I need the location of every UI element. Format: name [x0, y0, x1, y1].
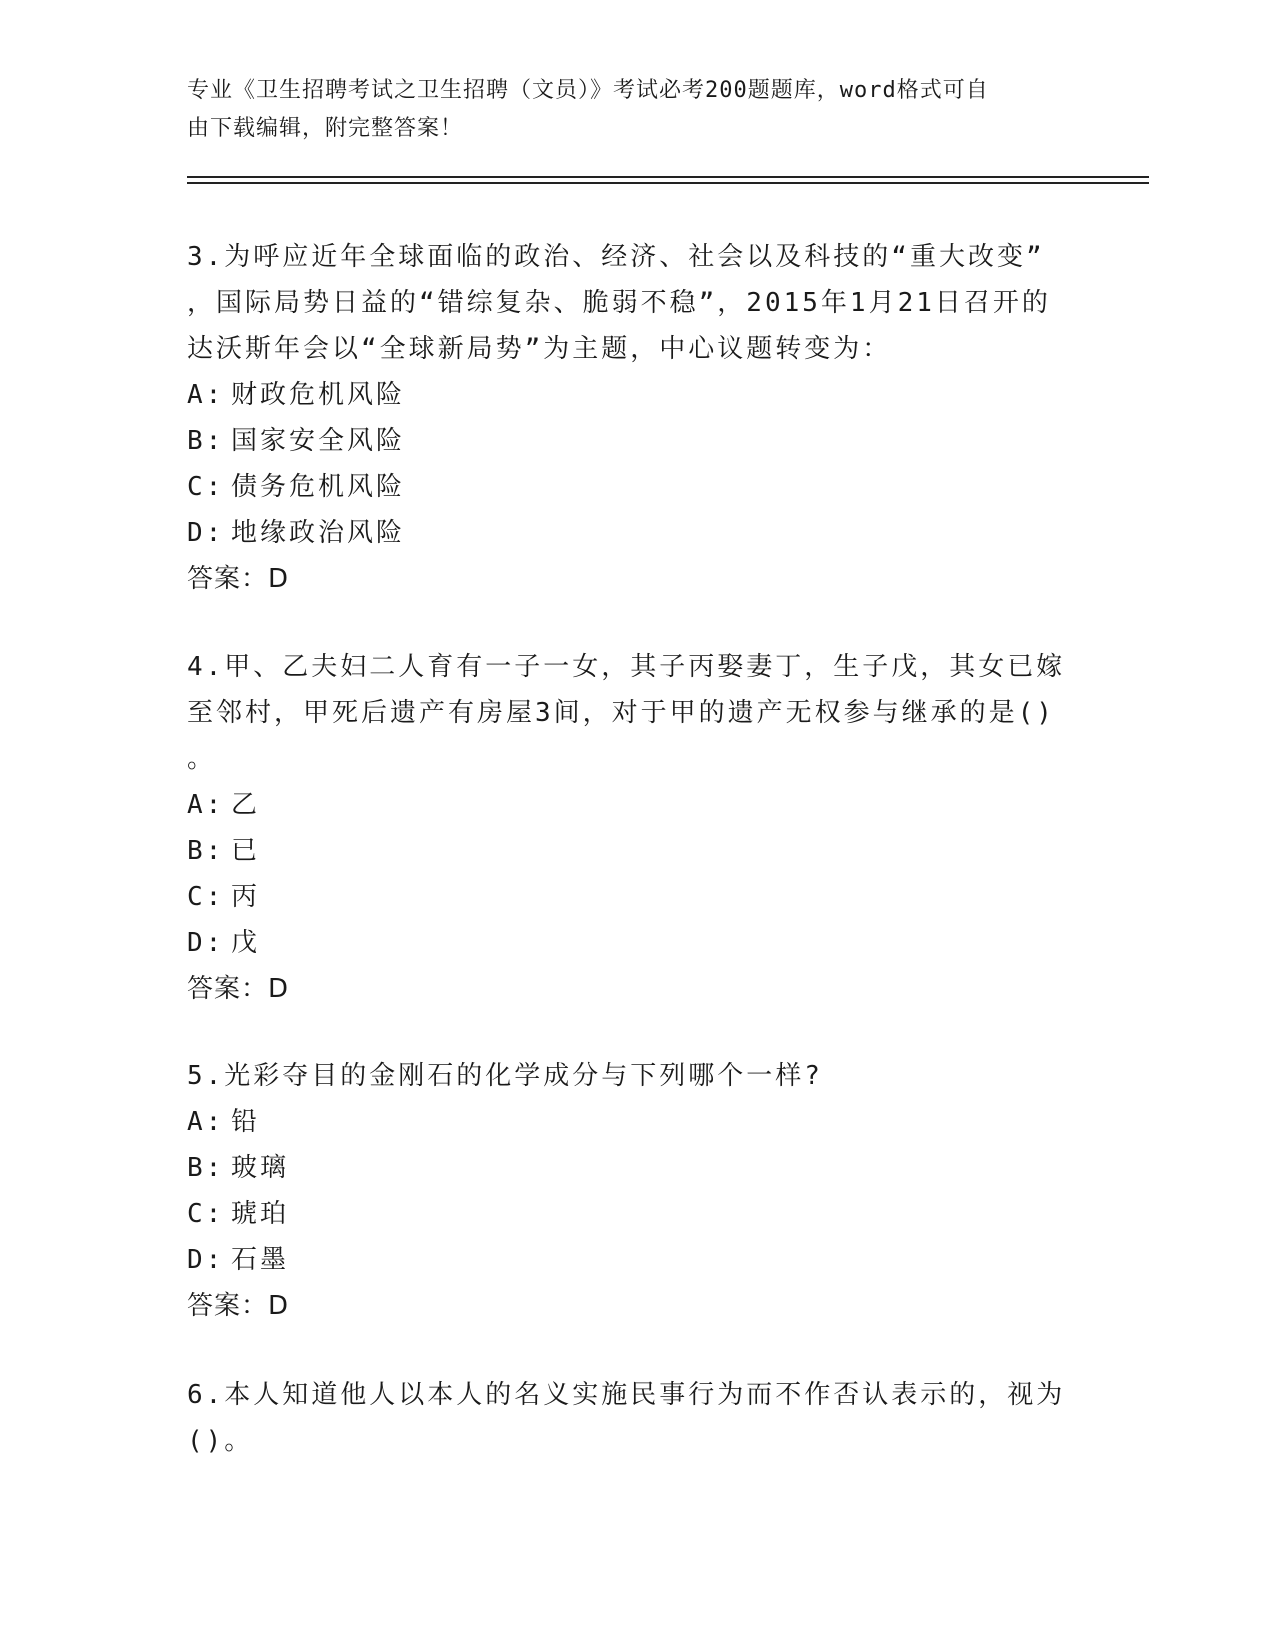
option-text: 戊 [231, 928, 261, 958]
answer-line: 答案：D [187, 1291, 290, 1321]
option-text: 玻璃 [231, 1153, 290, 1183]
option-letter: D: [187, 928, 225, 958]
option-text: 地缘政治风险 [231, 518, 406, 548]
option-text: 丙 [231, 882, 261, 912]
answer-line: 答案：D [187, 564, 290, 594]
option-d [187, 920, 1087, 966]
question-block [187, 1053, 1087, 1329]
header-line: 由下载编辑，附完整答案！ [187, 116, 464, 141]
question-stem [187, 1053, 1087, 1099]
header-divider [187, 176, 1149, 178]
option-d [187, 510, 1087, 556]
option-letter: D: [187, 518, 225, 548]
answer-line: 答案：D [187, 974, 290, 1004]
option-letter: A: [187, 1107, 225, 1137]
question-block [187, 1372, 1087, 1464]
option-c [187, 464, 1087, 510]
question-stem-line: 达沃斯年会以“全球新局势”为主题，中心议题转变为： [187, 334, 892, 364]
option-text: 铅 [231, 1107, 261, 1137]
option-text: 国家安全风险 [231, 426, 406, 456]
option-a [187, 1099, 1087, 1145]
option-letter: C: [187, 472, 225, 502]
option-c [187, 1191, 1087, 1237]
option-text: 石墨 [231, 1245, 290, 1275]
option-letter: C: [187, 882, 225, 912]
option-text: 债务危机风险 [231, 472, 406, 502]
header-line: 专业《卫生招聘考试之卫生招聘（文员）》考试必考200题题库，word格式可自 [187, 78, 989, 103]
question-stem-line: 3.为呼应近年全球面临的政治、经济、社会以及科技的“重大改变” [187, 242, 1045, 272]
question-stem-line: 6.本人知道他人以本人的名义实施民事行为而不作否认表示的，视为 [187, 1380, 1066, 1410]
question-stem [187, 234, 1087, 372]
option-text: 财政危机风险 [231, 380, 406, 410]
document-header [187, 72, 1067, 148]
question-stem-line: ()。 [187, 1426, 254, 1456]
option-a [187, 372, 1087, 418]
header-divider [187, 182, 1149, 184]
option-d [187, 1237, 1087, 1283]
question-block [187, 644, 1087, 1012]
option-letter: B: [187, 1153, 225, 1183]
option-letter: C: [187, 1199, 225, 1229]
option-letter: B: [187, 836, 225, 866]
question-stem-line: 4.甲、乙夫妇二人育有一子一女，其子丙娶妻丁，生子戊，其女已嫁 [187, 652, 1066, 682]
option-b [187, 1145, 1087, 1191]
option-text: 已 [231, 836, 261, 866]
option-text: 琥珀 [231, 1199, 290, 1229]
option-letter: D: [187, 1245, 225, 1275]
option-b [187, 828, 1087, 874]
option-c [187, 874, 1087, 920]
option-letter: A: [187, 380, 225, 410]
option-letter: B: [187, 426, 225, 456]
question-stem [187, 1372, 1087, 1464]
question-stem-line: 5.光彩夺目的金刚石的化学成分与下列哪个一样? [187, 1061, 823, 1091]
question-stem-line: ，国际局势日益的“错综复杂、脆弱不稳”，2015年1月21日召开的 [187, 288, 1051, 318]
question-stem-line: 。 [187, 744, 217, 774]
option-letter: A: [187, 790, 225, 820]
option-b [187, 418, 1087, 464]
question-stem-line: 至邻村，甲死后遗产有房屋3间，对于甲的遗产无权参与继承的是() [187, 698, 1055, 728]
question-stem [187, 644, 1087, 782]
option-a [187, 782, 1087, 828]
question-block [187, 234, 1087, 602]
option-text: 乙 [231, 790, 261, 820]
